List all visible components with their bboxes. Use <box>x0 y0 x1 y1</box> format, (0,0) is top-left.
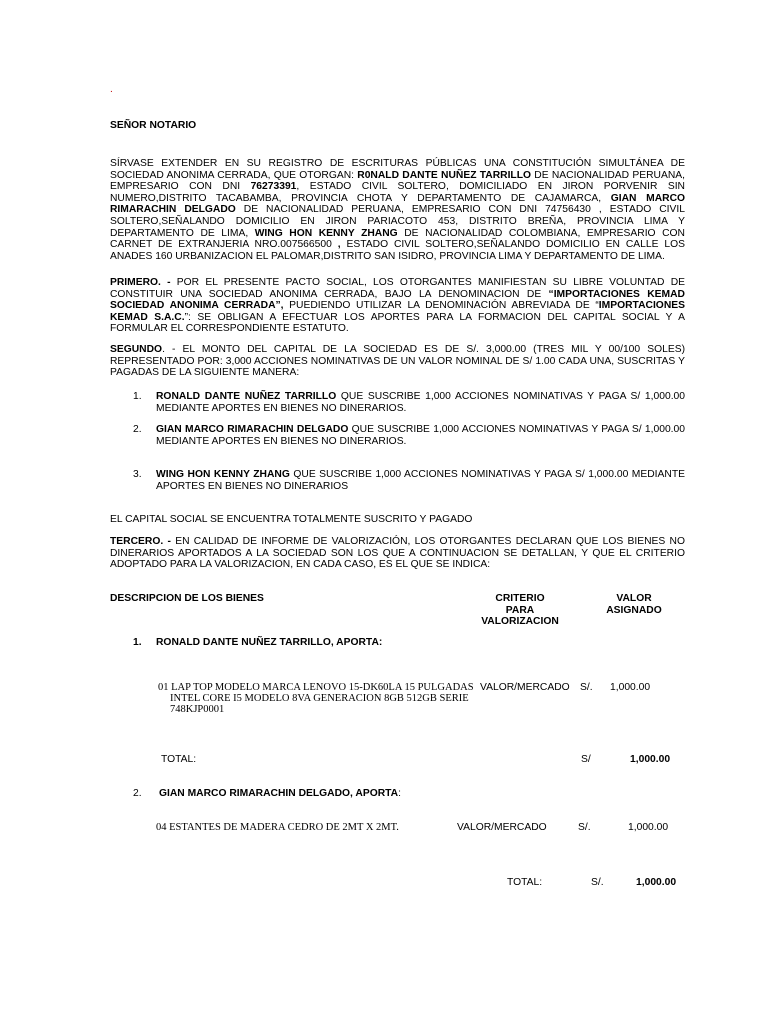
subscription-3-text: QUE SUSCRIBE 1,000 ACCIONES NOMINATIVAS Y PAGA S/ 1,000.00 MEDIANTE APORTES EN BIENES NO DINERARIOS <box>156 469 685 492</box>
header-valor <box>602 593 666 616</box>
subscription-1-name: RONALD DANTE NUÑEZ TARRILLO <box>156 391 337 402</box>
contrib-2-number: 2. <box>133 788 142 799</box>
contrib-1-item-line3: 748KJP0001 <box>170 704 225 715</box>
subscription-3-name: WING HON KENNY ZHANG <box>156 469 290 480</box>
subscription-2-text: QUE SUSCRIBE 1,000 ACCIONES NOMINATIVAS Y PAGA S/ 1,000.00 MEDIANTE APORTES EN BIENES NO DINERARIOS. <box>156 424 685 447</box>
segundo-label: SEGUNDO <box>110 344 163 355</box>
contrib-1-value: 1,000.00 <box>610 682 651 693</box>
contrib-1-item-line1: 01 LAP TOP MODELO MARCA LENOVO 15-DK60LA 15 PULGADAS <box>158 682 474 693</box>
contrib-2-total-value: 1,000.00 <box>636 877 677 888</box>
tercero-text: EN CALIDAD DE INFORME DE VALORIZACIÓN, LOS OTORGANTES DECLARAN QUE LOS BIENES NO DINERARIOS APORTADOS A LA SOCIEDAD SON LOS QUE A CONTINUACION SE DETALLAN, Y QUE EL CRITERIO ADOPTADO PARA LA VALORIZACION, EN CADA CASO, ES EL QUE SE INDICA: <box>110 536 686 571</box>
contrib-2-criterio: VALOR/MERCADO <box>457 822 547 833</box>
intro-bold-comma: , <box>337 239 341 251</box>
primero-company-abbrev: IMPORTACIONES KEMAD S.A.C. <box>110 300 685 323</box>
primero-text-3: ”: SE OBLIGAN A EFECTUAR LOS APORTES PARA LA FORMACION DEL CAPITAL SOCIAL Y A FORMULAR EL CORRESPONDIENTE ESTATUTO. <box>110 311 686 335</box>
margin-marker: . <box>110 84 113 95</box>
segundo-text: . - EL MONTO DEL CAPITAL DE LA SOCIEDAD ES DE S/. 3,000.00 (TRES MIL Y 00/100 SOLES) REPRESENTADO POR: 3,000 ACCIONES NOMINATIVAS DE UN VALOR NOMINAL DE S/ 1.00 CADA UNA, SUSCRITAS Y PAGADAS DE LA SIGUIENTE MANERA: <box>110 344 685 379</box>
contrib-1-total-currency: S/ <box>581 754 591 765</box>
intro-text-5: DE NACIONALIDAD COLOMBIANA, EMPRESARIO CON CARNET DE EXTRANJERIA NRO.007566500 <box>110 227 685 251</box>
heading-notario: SEÑOR NOTARIO <box>110 120 197 131</box>
contrib-1-criterio: VALOR/MERCADO <box>480 682 570 693</box>
header-descripcion: DESCRIPCION DE LOS BIENES <box>110 593 264 604</box>
intro-text-2: DE NACIONALIDAD PERUANA, EMPRESARIO CON DNI <box>110 169 685 193</box>
primero-paragraph <box>110 277 685 335</box>
intro-text-3: , ESTADO CIVIL SOLTERO, DOMICILIADO EN JIRON PORVENIR SIN NUMERO,DISTRITO TACABAMBA, PROVINCIA CHOTA Y DEPARTAMENTO DE CAJAMARCA, <box>110 181 685 204</box>
contrib-1-total-value: 1,000.00 <box>630 754 671 765</box>
contrib-2-total-label: TOTAL: <box>507 877 543 888</box>
header-criterio-line2: VALORIZACION <box>481 616 559 628</box>
subscription-3 <box>156 469 685 492</box>
contrib-2-value: 1,000.00 <box>628 822 669 833</box>
capital-note: EL CAPITAL SOCIAL SE ENCUENTRA TOTALMENTE SUSCRITO Y PAGADO <box>110 514 473 525</box>
contrib-2-item: 04 ESTANTES DE MADERA CEDRO DE 2MT X 2MT. <box>156 822 399 833</box>
intro-dni-ronald: 76273391 <box>250 181 297 193</box>
header-criterio <box>480 593 560 628</box>
contrib-2-title-text: GIAN MARCO RIMARACHIN DELGADO, APORTA <box>159 788 399 799</box>
tercero-paragraph <box>110 536 685 571</box>
contrib-1-number: 1. <box>133 637 142 648</box>
intro-name-wing: WING HON KENNY ZHANG <box>254 227 398 239</box>
primero-text-2: PUEDIENDO UTILIZAR LA DENOMINACIÓN ABREVIADA DE “ <box>283 300 599 312</box>
segundo-paragraph <box>110 344 685 379</box>
subscription-2-number: 2. <box>133 424 142 435</box>
intro-text-1: SÍRVASE EXTENDER EN SU REGISTRO DE ESCRITURAS PÚBLICAS UNA CONSTITUCIÓN SIMULTÁNEA DE SOCIEDAD ANONIMA CERRADA, QUE OTORGAN: <box>110 158 685 181</box>
primero-company-name: “IMPORTACIONES KEMAD SOCIEDAD ANONIMA CERRADA”, <box>110 288 685 312</box>
contrib-2-currency: S/. <box>578 822 591 833</box>
header-criterio-line1: CRITERIO PARA <box>495 593 545 616</box>
primero-label: PRIMERO. - <box>110 277 171 288</box>
intro-text-6: ESTADO CIVIL SOLTERO,SEÑALANDO DOMICILIO EN CALLE LOS ANADES 160 URBANIZACION EL PALOMAR,DISTRITO SAN ISIDRO, PROVINCIA LIMA Y DEPARTAMENTO DE LIMA. <box>110 239 685 262</box>
contrib-1-item-line2: INTEL CORE I5 MODELO 8VA GENERACION 8GB 512GB SERIE <box>170 693 469 704</box>
subscription-2-name: GIAN MARCO RIMARACHIN DELGADO <box>156 424 349 435</box>
contrib-1-currency: S/. <box>580 682 593 693</box>
subscription-1 <box>156 391 685 414</box>
intro-paragraph <box>110 158 685 262</box>
contrib-2-title-colon: : <box>398 788 401 799</box>
intro-name-gian: GIAN MARCO RIMARACHIN DELGADO <box>110 192 686 216</box>
contrib-1-total-label: TOTAL: <box>161 754 197 765</box>
contrib-1-title: RONALD DANTE NUÑEZ TARRILLO, APORTA: <box>156 637 383 648</box>
tercero-label: TERCERO. - <box>110 536 171 547</box>
subscription-2 <box>156 424 685 447</box>
intro-text-4: DE NACIONALIDAD PERUANA, EMPRESARIO CON DNI 74756430 , ESTADO CIVIL SOLTERO,SEÑALANDO DOMICILIO EN JIRON PARIACOTO 453, DISTRITO BREÑA, PROVINCIA LIMA Y DEPARTAMENTO DE LIMA, <box>110 204 685 239</box>
subscription-1-text: QUE SUSCRIBE 1,000 ACCIONES NOMINATIVAS Y PAGA S/ 1,000.00 MEDIANTE APORTES EN BIENES NO DINERARIOS. <box>156 391 686 414</box>
subscription-3-number: 3. <box>133 469 142 480</box>
contrib-2-title <box>159 788 401 800</box>
primero-text-1: POR EL PRESENTE PACTO SOCIAL, LOS OTORGANTES MANIFIESTAN SU LIBRE VOLUNTAD DE CONSTITUIR UNA SOCIEDAD ANONIMA CERRADA, BAJO LA DENOMINACION DE <box>110 277 686 300</box>
subscription-1-number: 1. <box>133 391 142 402</box>
intro-name-ronald: R0NALD DANTE NUÑEZ TARRILLO <box>357 169 532 181</box>
header-valor-line2: ASIGNADO <box>606 604 662 616</box>
contrib-2-total-currency: S/. <box>591 877 604 888</box>
header-valor-line1: VALOR <box>616 593 652 604</box>
